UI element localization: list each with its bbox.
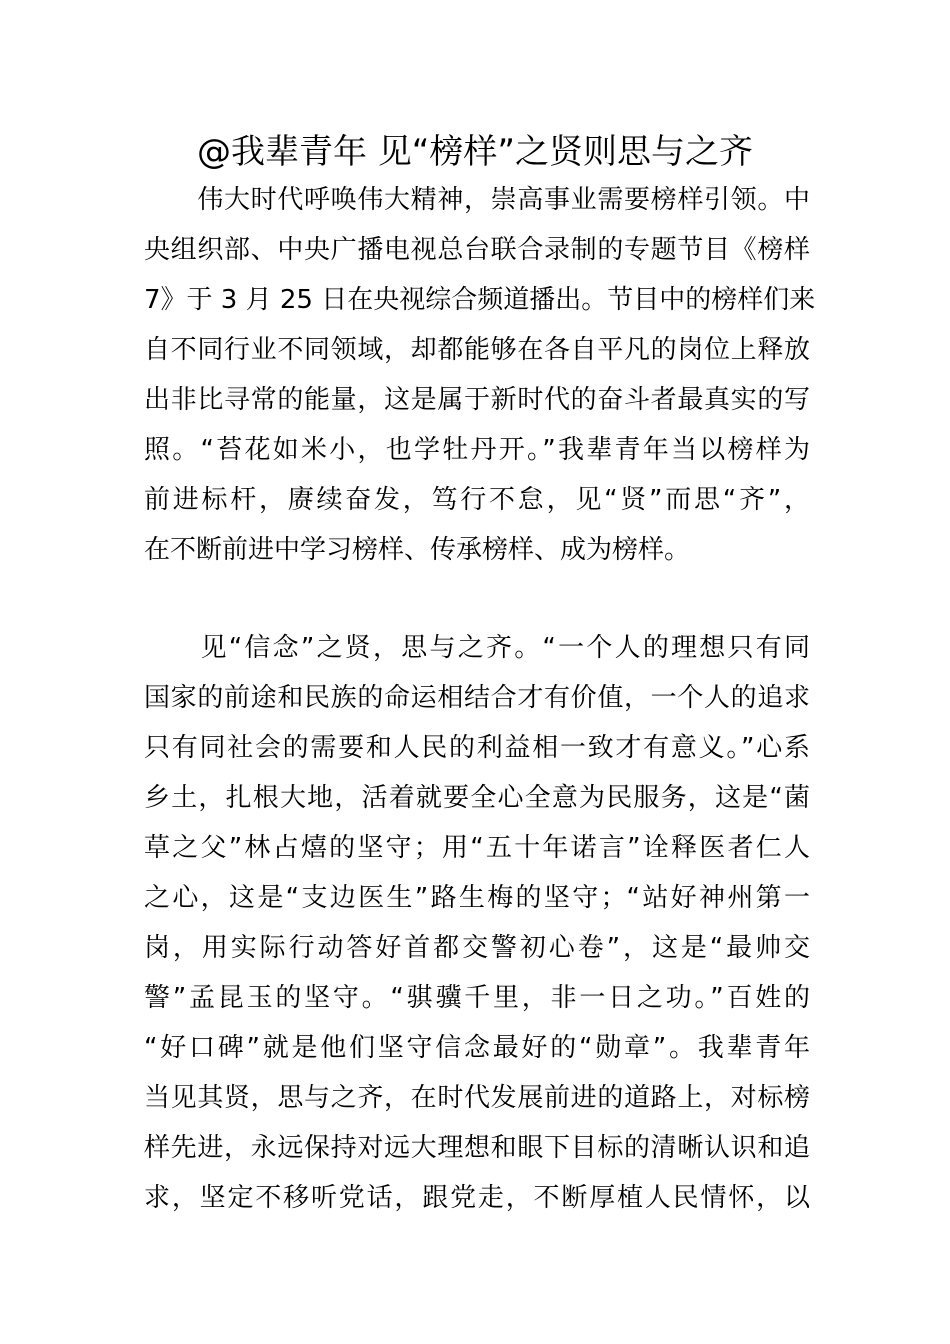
paragraph-line: 样先进，永远保持对远大理想和眼下目标的清晰认识和追 xyxy=(144,1133,810,1163)
paragraph-line: 在不断前进中学习榜样、传承榜样、成为榜样。 xyxy=(144,535,691,565)
paragraph-line: 岗，用实际行动答好首都交警初心卷”，这是“最帅交 xyxy=(144,933,810,963)
paragraph-line: 当见其贤，思与之齐，在时代发展前进的道路上，对标榜 xyxy=(144,1083,810,1113)
paragraph-line: 伟大时代呼唤伟大精神，崇高事业需要榜样引领。中 xyxy=(144,185,810,215)
paragraph-line: 央组织部、中央广播电视总台联合录制的专题节目《榜样 xyxy=(144,235,810,265)
paragraph-line: 草之父”林占熺的坚守；用“五十年诺言”诠释医者仁人 xyxy=(144,833,810,863)
paragraph-line: 乡土，扎根大地，活着就要全心全意为民服务，这是“菌 xyxy=(144,783,810,813)
paragraph-intro xyxy=(144,175,816,575)
paragraph-line: 只有同社会的需要和人民的利益相一致才有意义。”心系 xyxy=(144,733,810,763)
paragraph-line: 警”孟昆玉的坚守。“骐骥千里，非一日之功。”百姓的 xyxy=(144,983,810,1013)
document-title: @我辈青年 见“榜样”之贤则思与之齐 xyxy=(196,132,754,172)
paragraph-line: 出非比寻常的能量，这是属于新时代的奋斗者最真实的写 xyxy=(144,385,810,415)
paragraph-line: 见“信念”之贤，思与之齐。“一个人的理想只有同 xyxy=(144,633,810,663)
paragraph-line: 国家的前途和民族的命运相结合才有价值，一个人的追求 xyxy=(144,683,810,713)
paragraph-belief xyxy=(144,623,810,1223)
paragraph-line: 求，坚定不移听党话，跟党走，不断厚植人民情怀，以 xyxy=(144,1183,810,1213)
paragraph-line: 前进标杆，赓续奋发，笃行不怠，见“贤”而思“齐”， xyxy=(144,485,810,515)
paragraph-line: 之心，这是“支边医生”路生梅的坚守；“站好神州第一 xyxy=(144,883,810,913)
paragraph-line: 7》于 3 月 25 日在央视综合频道播出。节目中的榜样们来 xyxy=(144,285,816,315)
paragraph-line: “好口碑”就是他们坚守信念最好的“勋章”。我辈青年 xyxy=(144,1033,810,1063)
paragraph-line: 照。“苔花如米小，也学牡丹开。”我辈青年当以榜样为 xyxy=(144,435,810,465)
paragraph-line: 自不同行业不同领域，却都能够在各自平凡的岗位上释放 xyxy=(144,335,810,365)
